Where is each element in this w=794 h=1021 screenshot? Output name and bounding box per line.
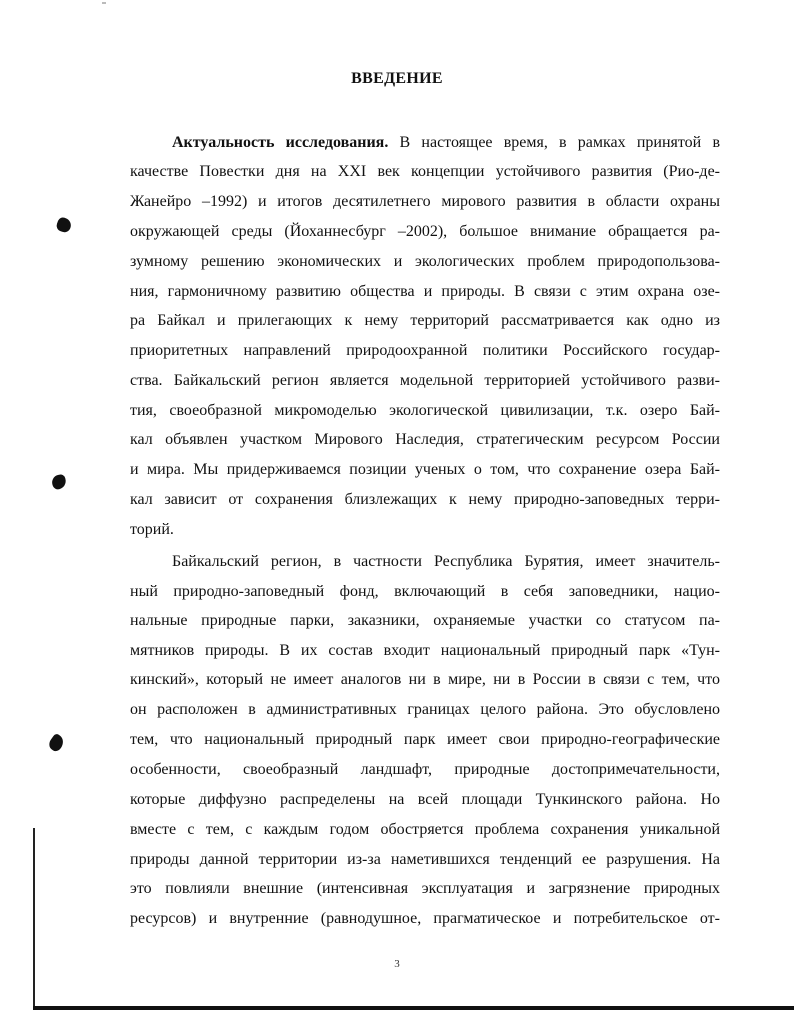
paragraph-line: ния, гармоничному развитию общества и природы. В связи с этим охрана озе- — [130, 283, 720, 300]
paragraph-line: кал зависит от сохранения близлежащих к нему природно-заповедных терри- — [130, 491, 720, 508]
paragraph-line: кал объявлен участком Мирового Наследия, стратегическим ресурсом России — [130, 431, 720, 448]
paragraph-line: ства. Байкальский регион является модельной территорией устойчивого разви- — [130, 372, 720, 389]
paragraph-line: тия, своеобразной микромоделью экологической цивилизации, т.к. озеро Бай- — [130, 402, 720, 419]
paragraph-line: ресурсов) и внутренние (равнодушное, прагматическое и потребительское от- — [130, 910, 720, 927]
line-text: В настоящее время, в рамках принятой в — [388, 134, 720, 151]
paragraph-line: окружающей среды (Йоханнесбург –2002), большое внимание обращается ра- — [130, 223, 720, 240]
paragraph-line: вместе с тем, с каждым годом обостряется проблема сохранения уникальной — [130, 821, 720, 838]
scan-speck — [102, 2, 106, 4]
paragraph-line: зумному решению экономических и экологических проблем природопользова- — [130, 253, 720, 270]
paragraph-line: он расположен в административных границах целого района. Это обусловлено — [130, 701, 720, 718]
paragraph-line: качестве Повестки дня на XXI век концепции устойчивого развития (Рио-де- — [130, 163, 720, 180]
paragraph-line: приоритетных направлений природоохранной политики Российского государ- — [130, 342, 720, 359]
paragraph-line: ра Байкал и прилегающих к нему территорий рассматривается как одно из — [130, 312, 720, 329]
scan-edge-line — [33, 828, 35, 1008]
paragraph-line: Жанейро –1992) и итогов десятилетнего мирового развития в области охраны — [130, 193, 720, 210]
bold-lead: Актуальность исследования. — [172, 134, 389, 151]
paragraph-line: природы данной территории из-за наметившихся тенденций ее разрушения. На — [130, 851, 720, 868]
section-title: ВВЕДЕНИЕ — [351, 70, 443, 87]
punch-hole-mark — [50, 473, 67, 490]
paragraph-line: мятников природы. В их состав входит национальный природный парк «Тун- — [130, 642, 720, 659]
paragraph-line: тем, что национальный природный парк имеет свои природно-географические — [130, 731, 720, 748]
paragraph-line: нальные природные парки, заказники, охраняемые участки со статусом па- — [130, 612, 720, 629]
punch-hole-mark — [55, 216, 73, 234]
paragraph-line — [172, 131, 720, 155]
paragraph-line: торий. — [130, 521, 174, 538]
scan-bottom-edge — [33, 1006, 794, 1010]
page-number: 3 — [394, 958, 400, 970]
paragraph-line: кинский», который не имеет аналогов ни в мире, ни в России в связи с тем, что — [130, 671, 720, 688]
paragraph-line: и мира. Мы придерживаемся позиции ученых о том, что сохранение озера Бай- — [130, 461, 720, 478]
paragraph-line: ный природно-заповедный фонд, включающий в себя заповедники, нацио- — [130, 583, 720, 600]
paragraph-line: которые диффузно распределены на всей площади Тункинского района. Но — [130, 791, 720, 808]
paragraph-line: это повлияли внешние (интенсивная эксплуатация и загрязнение природных — [130, 880, 720, 897]
paragraph-line: Байкальский регион, в частности Республика Бурятия, имеет значитель- — [172, 553, 720, 570]
punch-hole-mark — [47, 733, 67, 754]
paragraph-line: особенности, своеобразный ландшафт, природные достопримечательности, — [130, 761, 720, 778]
